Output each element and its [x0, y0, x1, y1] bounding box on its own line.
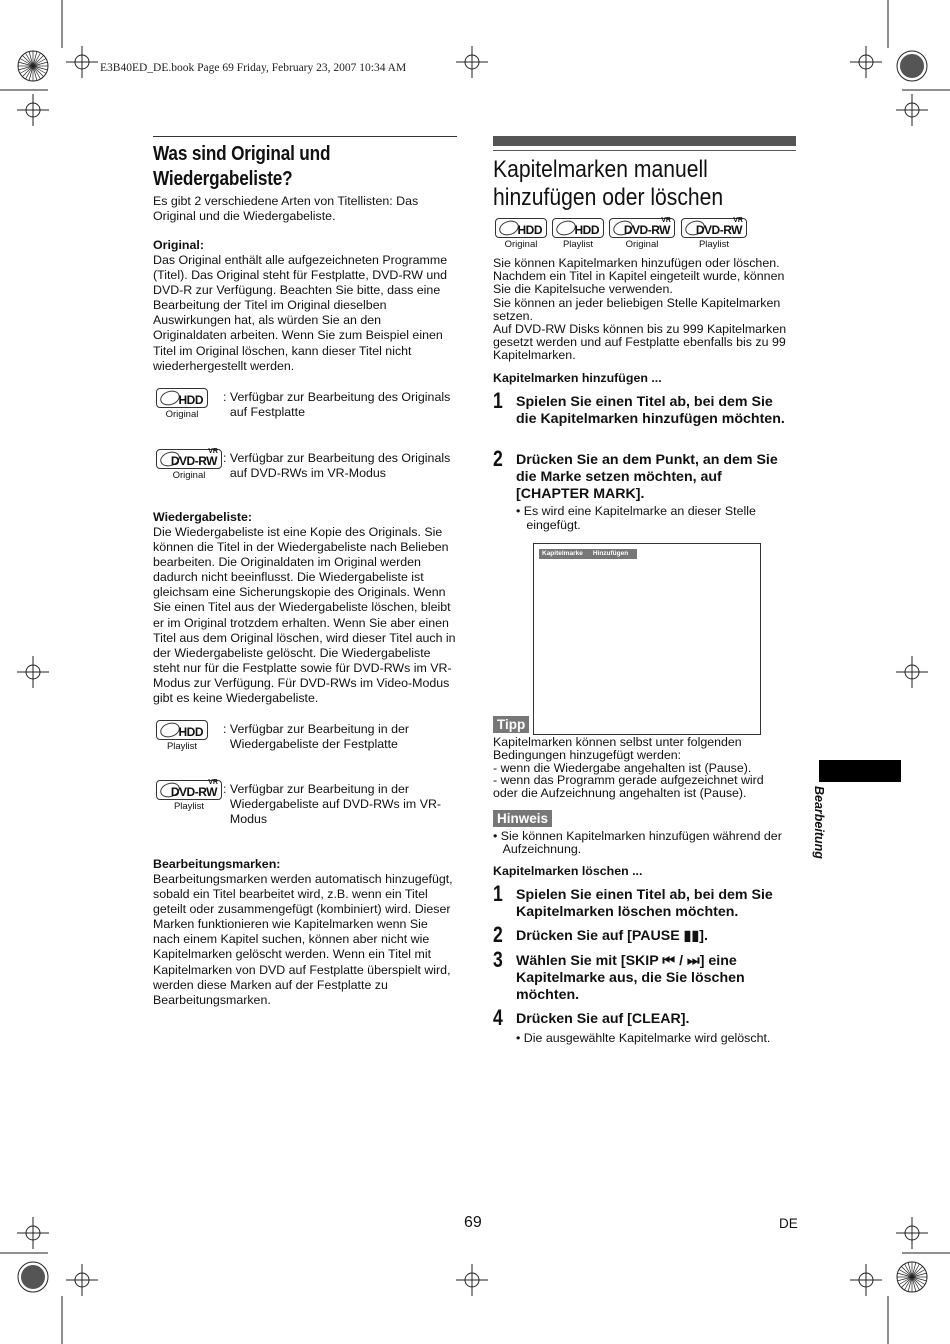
right-rule-thick — [493, 136, 796, 146]
step-number: 4 — [493, 1005, 503, 1030]
marks-text: Bearbeitungsmarken werden automatisch hinzugefügt, sobald ein Titel bearbeitet wird, z.B. wenn ein Titel geteilt oder zusammengefügt (kombiniert) wird. Dieser Marken funktionieren wie Kapitelmarken wenn Sie nach einem Kapitel suchen, können aber nicht wie Kapitelmarken gelöscht werden. Wenn ein Titel mit Kapitelmarken von DVD auf Festplatte überspielt wird, werden diese Marken auf der Festplatte zu Bearbeitungsmarken. — [153, 872, 453, 1007]
step-number: 1 — [493, 881, 503, 906]
dvd-rw-playlist-desc: : Verfügbar zur Bearbeitung in der Wiedergabeliste auf DVD-RWs im VR- Modus — [223, 782, 442, 827]
hdd-playlist-icon: HDD Playlist — [552, 218, 604, 250]
page-number: 69 — [464, 1214, 482, 1231]
file-header: E3B40ED_DE.book Page 69 Friday, February 23, 2007 10:34 AM — [100, 62, 407, 74]
left-rule — [153, 136, 457, 137]
dvd-rw-playlist-icon: VR DVD-RW Playlist — [156, 780, 222, 812]
side-tab-bar — [819, 760, 901, 782]
screen-preview — [533, 543, 761, 735]
dvd-rw-playlist-icon: VR DVD-RW Playlist — [681, 218, 747, 250]
right-title: Kapitelmarken manuell hinzufügen oder löschen — [493, 156, 724, 211]
dvd-rw-original-icon: VR DVD-RW Original — [156, 449, 222, 481]
del-heading: Kapitelmarken löschen ... — [493, 864, 643, 878]
hdd-playlist-icon: HDD Playlist — [156, 720, 208, 752]
step-text: Drücken Sie auf [PAUSE ▮▮]. — [516, 928, 708, 944]
side-tab-label: Bearbeitung — [812, 786, 826, 859]
dvd-rw-original-desc: : Verfügbar zur Bearbeitung des Originals auf DVD-RWs im VR-Modus — [223, 451, 451, 481]
dvd-rw-original-icon: VR DVD-RW Original — [609, 218, 675, 250]
step-text: Drücken Sie an dem Punkt, an dem Sie die Marke setzen möchten, auf [CHAPTER MARK]. — [516, 452, 778, 502]
hdd-original-desc: : Verfügbar zur Bearbeitung des Originals auf Festplatte — [223, 390, 451, 420]
add-heading: Kapitelmarken hinzufügen ... — [493, 371, 662, 385]
step-number: 2 — [493, 922, 503, 947]
lang-code: DE — [779, 1216, 798, 1231]
hdd-playlist-desc: : Verfügbar zur Bearbeitung in der Wiedergabeliste der Festplatte — [223, 722, 409, 752]
step-text: Drücken Sie auf [CLEAR]. — [516, 1011, 690, 1027]
original-text: Das Original enthält alle aufgezeichneten Programme (Titel). Das Original steht für Festplatte, DVD-RW und DVD-R zur Verfügung. Beachten Sie bitte, dass eine Bearbeitung der Titel im Original dieselben Auswirkungen hat, als würden Sie an den Originaldaten arbeiten. Wenn Sie zum Beispiel einen Titel im Original löschen, kann dieser Titel nicht wiederhergestellt werden. — [153, 253, 448, 373]
right-rule-thin — [493, 150, 796, 151]
right-intro: Sie können Kapitelmarken hinzufügen oder löschen. Nachdem ein Titel in Kapitel eingeteilt wurde, können Sie die Kapitelsuche verwenden. Sie können an jeder beliebigen Stelle Kapitelmarken setzen. Auf DVD-RW Disks können bis zu 999 Kapitelmarken gesetzt werden und auf Festplatte ebenfalls bis zu 99 Kapitelmarken. — [493, 256, 787, 363]
step-text: Spielen Sie einen Titel ab, bei dem Sie die Kapitelmarken hinzufügen möchten. — [516, 394, 785, 427]
hdd-original-icon: HDD Original — [495, 218, 547, 250]
step-number: 2 — [493, 446, 503, 471]
original-heading: Original: — [153, 238, 204, 252]
playlist-heading: Wiedergabeliste: — [153, 510, 253, 524]
screen-osd: Kapitelmarke Hinzufügen — [539, 549, 637, 559]
note-text: • Sie können Kapitelmarken hinzufügen während der Aufzeichnung. — [493, 829, 782, 856]
step-number: 1 — [493, 388, 503, 413]
left-intro: Es gibt 2 verschiedene Arten von Titellisten: Das Original und die Wiedergabeliste. — [153, 194, 419, 224]
del-bullet: • Die ausgewählte Kapitelmarke wird gelöscht. — [516, 1031, 771, 1045]
step-text: Wählen Sie mit [SKIP ⏮ / ⏭] eine Kapitelmarke aus, die Sie löschen möchten. — [516, 953, 745, 1003]
step-text: Spielen Sie einen Titel ab, bei dem Sie Kapitelmarken löschen möchten. — [516, 887, 773, 920]
hdd-original-icon: HDD Original — [156, 388, 208, 420]
tip-label: Tipp — [493, 716, 529, 733]
add-bullet: • Es wird eine Kapitelmarke an dieser Stelle eingefügt. — [516, 504, 756, 532]
note-label: Hinweis — [493, 810, 552, 827]
step-number: 3 — [493, 947, 503, 972]
tip-text: Kapitelmarken können selbst unter folgenden Bedingungen hinzugefügt werden: - wenn die Wiedergabe angehalten ist (Pause). - wenn das Programm gerade aufgezeichnet wird oder die Aufzeichnung angehalten ist (Pause). — [493, 735, 764, 801]
left-title: Was sind Original und Wiedergabeliste? — [153, 143, 331, 190]
playlist-text: Die Wiedergabeliste ist eine Kopie des Originals. Sie können die Titel in der Wiedergabeliste nach Belieben bearbeiten. Die Originaldaten im Original werden dadurch nicht beeinflusst. Die Wiedergabeliste ist gleichsam eine Sicherungskopie des Originals. Wenn Sie einen Titel aus der Wiedergabeliste löschen, bleibt er im Original trotzdem erhalten. Wenn Sie aber einen Titel aus dem Original löschen, wird dieser Titel auch in der Wiedergabeliste gelöscht. Die Wiedergabeliste steht nur für die Festplatte sowie für DVD-RWs im VR-Modus zur Verfügung. Für DVD-RWs im Video-Modus gibt es keine Wiedergabeliste. — [153, 525, 456, 706]
marks-heading: Bearbeitungsmarken: — [153, 857, 281, 871]
